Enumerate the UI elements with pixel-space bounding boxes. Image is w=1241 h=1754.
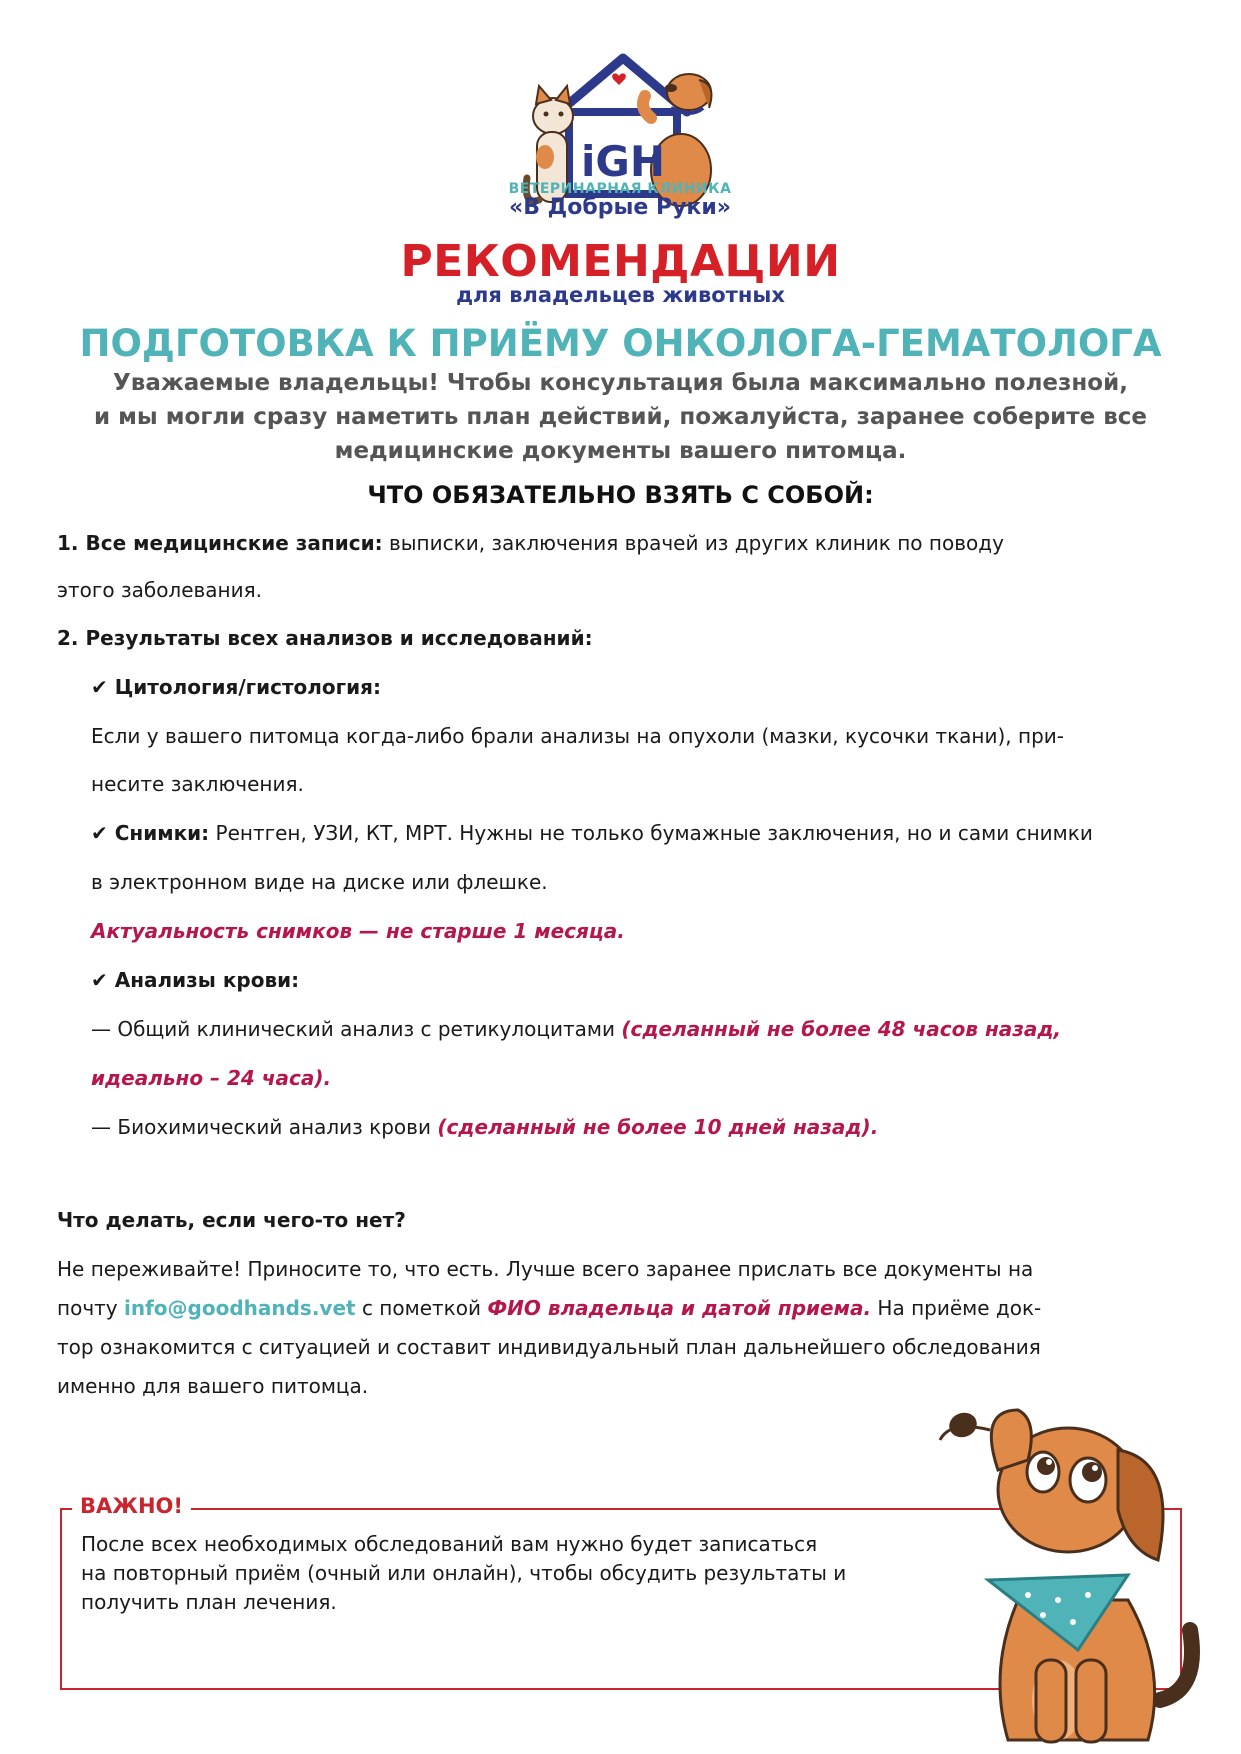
missing-line4: именно для вашего питомца. [57,1374,369,1398]
bio-text: — Биохимический анализ крови [91,1115,438,1139]
important-line: получить план лечения. [81,1590,337,1614]
important-title: ВАЖНО! [72,1494,191,1518]
important-text [81,1530,981,1617]
missing-note: ФИО владельца и датой приема. [487,1296,872,1320]
section-heading: ПОДГОТОВКА К ПРИЁМУ ОНКОЛОГА-ГЕМАТОЛОГА [79,322,1162,365]
clinic-name: «В Добрые Руки» [509,195,731,220]
imaging-line [91,819,1093,847]
item1-text: выписки, заключения врачей из других клиник по поводу [382,531,1004,555]
item2-label: 2. Результаты всех анализов и исследований: [57,626,593,650]
checklist-heading: ЧТО ОБЯЗАТЕЛЬНО ВЗЯТЬ С СОБОЙ: [367,481,874,509]
cytology-line1: Если у вашего питомца когда-либо брали анализы на опухоли (мазки, кусочки ткани), при- [91,724,1064,748]
clinic-type: ВЕТЕРИНАРНАЯ КЛИНИКА [508,181,732,197]
imaging-line2: в электронном виде на диске или флешке. [91,870,548,894]
intro-line: медицинские документы вашего питомца. [334,438,907,464]
imaging-label: ✔ Снимки: [91,821,210,845]
cbc-note-cont: идеально – 24 часа). [91,1066,332,1090]
cytology-label: ✔ Цитология/гистология: [91,675,381,699]
cytology-line2: несите заключения. [91,772,304,796]
bio-line [91,1113,878,1141]
missing-text: На приёме док- [871,1296,1042,1320]
missing-text: с пометкой [355,1296,488,1320]
intro-line: и мы могли сразу наметить план действий, пожалуйста, заранее соберите все [93,404,1148,430]
important-line: на повторный приём (очный или онлайн), чтобы обсудить результаты и [81,1561,847,1585]
missing-heading: Что делать, если чего-то нет? [57,1208,406,1232]
imaging-note: Актуальность снимков — не старше 1 месяца. [91,919,625,943]
cbc-note: (сделанный не более 48 часов назад, [621,1017,1062,1041]
intro-line: Уважаемые владельцы! Чтобы консультация была максимально полезной, [113,370,1128,396]
missing-line1: Не переживайте! Приносите то, что есть. Лучше всего заранее прислать все документы на [57,1257,1034,1281]
item1-label: 1. Все медицинские записи: [57,531,383,555]
missing-text: почту [57,1296,124,1320]
email-link[interactable]: info@goodhands.vet [123,1296,356,1320]
puppy-illustration [928,1400,1218,1745]
item1-line2: этого заболевания. [57,578,263,602]
cbc-line [91,1015,1061,1043]
item1-line [57,529,1004,557]
blood-label: ✔ Анализы крови: [91,968,300,992]
bio-note: (сделанный не более 10 дней назад). [437,1115,879,1139]
missing-line3: тор ознакомится с ситуацией и составит индивидуальный план дальнейшего обследования [57,1335,1041,1359]
missing-line2 [57,1294,1041,1322]
page-subtitle: для владельцев животных [456,283,785,307]
page-title: РЕКОМЕНДАЦИИ [400,236,841,287]
cbc-text: — Общий клинический анализ с ретикулоцитами [91,1017,622,1041]
intro-paragraph [60,366,1181,468]
logo-monogram: iGH [580,137,666,186]
important-line: После всех необходимых обследований вам нужно будет записаться [81,1532,818,1556]
imaging-text: Рентген, УЗИ, КТ, МРТ. Нужны не только бумажные заключения, но и сами снимки [209,821,1093,845]
